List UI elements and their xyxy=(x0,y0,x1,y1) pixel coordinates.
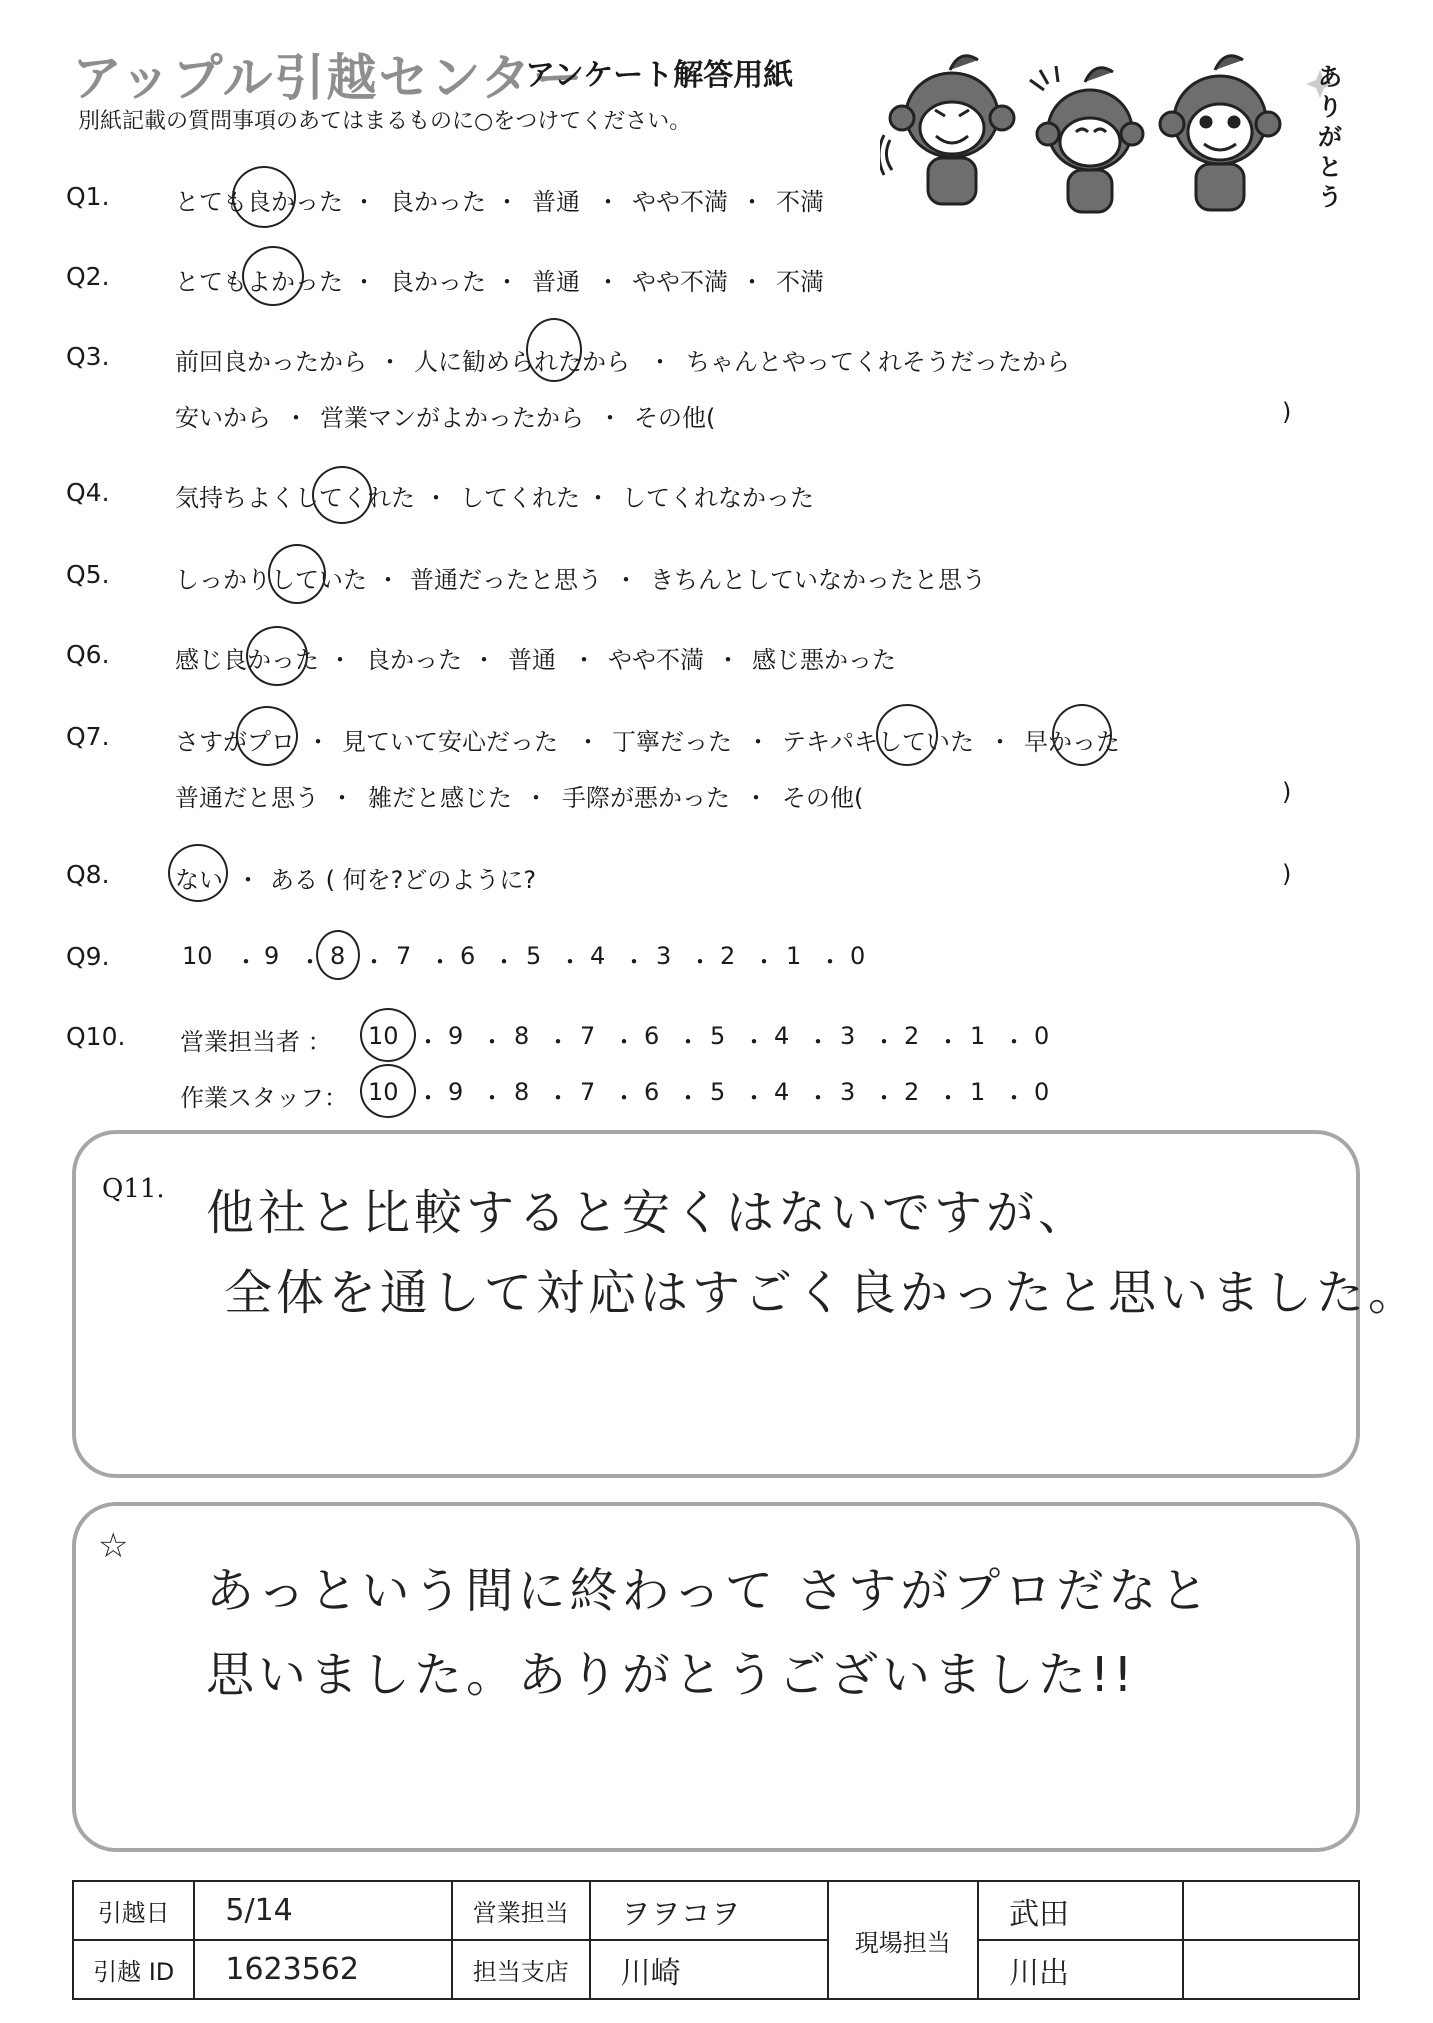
separator: ・ xyxy=(716,646,740,674)
branch-label: 担当支店 xyxy=(452,1940,590,1999)
q10-staff-score-8[interactable]: 8 xyxy=(514,1078,530,1106)
separator: ・ xyxy=(352,268,376,296)
q10-sales-score-3[interactable]: 3 xyxy=(840,1022,856,1050)
mascot-monkey-left xyxy=(880,56,1014,204)
q7-answer-circle-3 xyxy=(1052,704,1112,766)
q4-option-3[interactable]: してくれなかった xyxy=(622,484,814,512)
separator: ・ xyxy=(806,1084,830,1112)
q9-score-10[interactable]: 10 xyxy=(182,942,213,970)
footer-info-table xyxy=(72,1880,1360,2000)
q10-sales-score-0[interactable]: 0 xyxy=(1034,1022,1050,1050)
star-handwritten-line-2: 思いました。ありがとうございました!! xyxy=(206,1647,1137,1703)
move-date-label: 引越日 xyxy=(73,1881,194,1940)
q10-staff-answer-circle xyxy=(360,1064,416,1118)
q2-option-1[interactable]: とてもよかった xyxy=(175,268,343,296)
separator: ・ xyxy=(742,1084,766,1112)
q10-sales-score-2[interactable]: 2 xyxy=(904,1022,920,1050)
separator: ・ xyxy=(586,484,610,512)
q9-score-4[interactable]: 4 xyxy=(590,942,606,970)
q6-option-2[interactable]: 良かった xyxy=(366,646,462,674)
q4-option-1[interactable]: 気持ちよくしてくれた xyxy=(175,484,415,512)
q11-label: Q11. xyxy=(102,1174,165,1204)
separator: ・ xyxy=(676,1084,700,1112)
separator: ・ xyxy=(746,728,770,756)
company-title: アップル引越センター xyxy=(72,49,585,107)
q3-option-other[interactable]: その他( xyxy=(634,404,716,432)
separator: ・ xyxy=(480,1028,504,1056)
q9-score-8[interactable]: 8 xyxy=(330,942,346,970)
q4-option-2[interactable]: してくれた xyxy=(460,484,580,512)
separator: ・ xyxy=(596,188,620,216)
separator: ・ xyxy=(330,784,354,812)
q10-staff-score-6[interactable]: 6 xyxy=(644,1078,660,1106)
q9-score-7[interactable]: 7 xyxy=(396,942,412,970)
q8-option-2[interactable]: ある ( 何を?どのように? xyxy=(270,866,537,894)
q10-staff-score-3[interactable]: 3 xyxy=(840,1078,856,1106)
q6-option-1[interactable]: 感じ良かった xyxy=(175,646,319,674)
q10-sales-score-7[interactable]: 7 xyxy=(580,1022,596,1050)
q1-option-5[interactable]: 不満 xyxy=(776,188,824,216)
q1-option-2[interactable]: 良かった xyxy=(390,188,486,216)
separator: ・ xyxy=(284,404,308,432)
q10-sales-score-8[interactable]: 8 xyxy=(514,1022,530,1050)
q2-option-4[interactable]: やや不満 xyxy=(632,268,728,296)
separator: ・ xyxy=(298,948,322,976)
separator: ・ xyxy=(495,268,519,296)
q7-option-6[interactable]: 普通だと思う xyxy=(175,784,319,812)
site-staff-value-1[interactable]: 武田 xyxy=(978,1881,1183,1940)
q10-staff-score-2[interactable]: 2 xyxy=(904,1078,920,1106)
separator: ・ xyxy=(546,1084,570,1112)
separator: ・ xyxy=(742,1028,766,1056)
q2-answer-circle xyxy=(242,246,304,306)
q3-answer-circle xyxy=(526,318,582,382)
separator: ・ xyxy=(546,1028,570,1056)
site-staff-value-2[interactable]: 川出 xyxy=(978,1940,1183,1999)
move-date-value[interactable]: 5/14 xyxy=(194,1881,452,1940)
star-handwritten-line-1: あっという間に終わって さすがプロだなと xyxy=(206,1563,1213,1619)
separator: ・ xyxy=(376,566,400,594)
q10-sales-label: 営業担当者 ： xyxy=(180,1028,332,1056)
star-comment-box[interactable] xyxy=(72,1502,1360,1852)
separator: ・ xyxy=(688,948,712,976)
separator: ・ xyxy=(472,646,496,674)
q7-option-7[interactable]: 雑だと感じた xyxy=(368,784,512,812)
star-icon: ☆ xyxy=(98,1526,129,1566)
q6-answer-circle xyxy=(246,626,308,686)
q7-option-3[interactable]: 丁寧だった xyxy=(612,728,732,756)
separator: ・ xyxy=(740,188,764,216)
separator: ・ xyxy=(988,728,1012,756)
q3-option-5[interactable]: 営業マンがよかったから xyxy=(320,404,584,432)
sales-rep-label: 営業担当 xyxy=(452,1881,590,1940)
separator: ・ xyxy=(818,948,842,976)
q7-option-5[interactable]: 早かった xyxy=(1024,728,1120,756)
q10-sales-score-1[interactable]: 1 xyxy=(970,1022,986,1050)
q7-answer-circle-2 xyxy=(876,704,938,766)
separator: ・ xyxy=(936,1084,960,1112)
q7-option-other[interactable]: その他( xyxy=(782,784,864,812)
separator: ・ xyxy=(614,566,638,594)
q3-option-3[interactable]: ちゃんとやってくれそうだったから xyxy=(686,348,1070,376)
q7-answer-circle-1 xyxy=(236,706,298,766)
separator: ・ xyxy=(936,1028,960,1056)
separator: ・ xyxy=(495,188,519,216)
q10-staff-score-5[interactable]: 5 xyxy=(710,1078,726,1106)
form-subtitle: アンケート解答用紙 xyxy=(525,58,794,93)
q11-handwritten-line-2: 全体を通して対応はすごく良かったと思いました。 xyxy=(224,1265,1421,1321)
q2-option-2[interactable]: 良かった xyxy=(390,268,486,296)
separator: ・ xyxy=(416,1084,440,1112)
site-staff-extra-2[interactable] xyxy=(1183,1940,1359,1999)
site-staff-extra-1[interactable] xyxy=(1183,1881,1359,1940)
separator: ・ xyxy=(236,866,260,894)
separator: ・ xyxy=(648,348,672,376)
q10-sales-score-4[interactable]: 4 xyxy=(774,1022,790,1050)
q5-option-2[interactable]: 普通だったと思う xyxy=(410,566,602,594)
mascot-thanks-text: ありがとう xyxy=(1318,63,1342,211)
q1-option-1[interactable]: とても良かった xyxy=(175,188,343,216)
q10-staff-score-0[interactable]: 0 xyxy=(1034,1078,1050,1106)
q11-handwritten-line-1: 他社と比較すると安くはないですが、 xyxy=(206,1185,1091,1241)
q10-staff-score-1[interactable]: 1 xyxy=(970,1078,986,1106)
q6-option-5[interactable]: 感じ悪かった xyxy=(752,646,896,674)
separator: ・ xyxy=(740,268,764,296)
separator: ・ xyxy=(752,948,776,976)
q11-comment-box[interactable] xyxy=(72,1130,1421,1478)
q3-option-2[interactable]: 人に勧められたから xyxy=(414,348,630,376)
separator: ・ xyxy=(1002,1084,1026,1112)
q4-number: Q4. xyxy=(66,478,110,507)
q9-number: Q9. xyxy=(66,942,110,971)
q5-option-1[interactable]: しっかりしていた xyxy=(175,566,367,594)
branch-value[interactable]: 川崎 xyxy=(590,1940,828,1999)
q5-option-3[interactable]: きちんとしていなかったと思う xyxy=(650,566,986,594)
separator: ・ xyxy=(612,1028,636,1056)
separator: ・ xyxy=(306,728,330,756)
q6-option-4[interactable]: やや不満 xyxy=(608,646,704,674)
q7-number: Q7. xyxy=(66,722,110,751)
separator: ・ xyxy=(524,784,548,812)
q10-staff-score-10[interactable]: 10 xyxy=(368,1078,399,1106)
separator: ・ xyxy=(596,268,620,296)
sales-rep-value[interactable]: ヲヲコヲ xyxy=(590,1881,828,1940)
q9-score-3[interactable]: 3 xyxy=(656,942,672,970)
separator: ・ xyxy=(378,348,402,376)
q10-sales-score-5[interactable]: 5 xyxy=(710,1022,726,1050)
separator: ・ xyxy=(676,1028,700,1056)
separator: ・ xyxy=(424,484,448,512)
site-staff-label: 現場担当 xyxy=(828,1881,979,1999)
separator: ・ xyxy=(744,784,768,812)
q5-answer-circle xyxy=(268,544,326,604)
separator: ・ xyxy=(428,948,452,976)
separator: ・ xyxy=(492,948,516,976)
separator: ・ xyxy=(872,1028,896,1056)
q8-number: Q8. xyxy=(66,860,110,889)
separator: ・ xyxy=(352,188,376,216)
q3-other-close: ) xyxy=(1282,398,1292,426)
q10-sales-answer-circle xyxy=(360,1008,416,1062)
separator: ・ xyxy=(598,404,622,432)
separator: ・ xyxy=(576,728,600,756)
q10-staff-score-4[interactable]: 4 xyxy=(774,1078,790,1106)
q10-sales-score-10[interactable]: 10 xyxy=(368,1022,399,1050)
separator: ・ xyxy=(612,1084,636,1112)
q8-answer-circle xyxy=(168,844,228,902)
q5-number: Q5. xyxy=(66,560,110,589)
separator: ・ xyxy=(328,646,352,674)
separator: ・ xyxy=(362,948,386,976)
q7-option-2[interactable]: 見ていて安心だった xyxy=(342,728,558,756)
q4-answer-circle xyxy=(312,466,372,524)
separator: ・ xyxy=(558,948,582,976)
q10-sales-score-6[interactable]: 6 xyxy=(644,1022,660,1050)
mascot-monkey-right xyxy=(1160,56,1280,210)
q7-option-1[interactable]: さすがプロ xyxy=(175,728,295,756)
q9-score-1[interactable]: 1 xyxy=(786,942,802,970)
q7-option-4[interactable]: テキパキしていた xyxy=(782,728,974,756)
move-id-label: 引越 ID xyxy=(73,1940,194,1999)
separator: ・ xyxy=(416,1028,440,1056)
q2-option-3[interactable]: 普通 xyxy=(532,268,580,296)
q10-number: Q10. xyxy=(66,1022,126,1051)
separator: ・ xyxy=(806,1028,830,1056)
mascot-monkey-middle xyxy=(1030,66,1143,212)
q10-staff-score-7[interactable]: 7 xyxy=(580,1078,596,1106)
q7-option-8[interactable]: 手際が悪かった xyxy=(562,784,730,812)
q9-score-6[interactable]: 6 xyxy=(460,942,476,970)
separator: ・ xyxy=(622,948,646,976)
q1-option-3[interactable]: 普通 xyxy=(532,188,580,216)
q9-score-2[interactable]: 2 xyxy=(720,942,736,970)
separator: ・ xyxy=(1002,1028,1026,1056)
mascot-illustration xyxy=(880,40,1350,220)
q9-score-9[interactable]: 9 xyxy=(264,942,280,970)
q1-answer-circle xyxy=(232,166,296,228)
q10-staff-label: 作業スタッフ： xyxy=(180,1084,348,1112)
q6-number: Q6. xyxy=(66,640,110,669)
q8-option-1[interactable]: ない xyxy=(175,866,223,894)
separator: ・ xyxy=(234,948,258,976)
separator: ・ xyxy=(480,1084,504,1112)
q10-sales-score-9[interactable]: 9 xyxy=(448,1022,464,1050)
q6-option-3[interactable]: 普通 xyxy=(508,646,556,674)
q1-option-4[interactable]: やや不満 xyxy=(632,188,728,216)
q7-other-close: ) xyxy=(1282,778,1292,806)
q3-number: Q3. xyxy=(66,342,110,371)
q9-score-5[interactable]: 5 xyxy=(526,942,542,970)
q8-other-close: ) xyxy=(1282,860,1292,888)
q2-option-5[interactable]: 不満 xyxy=(776,268,824,296)
q9-answer-circle xyxy=(316,930,360,980)
separator: ・ xyxy=(572,646,596,674)
move-id-value[interactable]: 1623562 xyxy=(194,1940,452,1999)
separator: ・ xyxy=(872,1084,896,1112)
q3-option-1[interactable]: 前回良かったから xyxy=(175,348,367,376)
instruction-text: 別紙記載の質問事項のあてはまるものに○をつけてください。 xyxy=(78,109,692,134)
q9-score-0[interactable]: 0 xyxy=(850,942,866,970)
q3-option-4[interactable]: 安いから xyxy=(175,404,271,432)
q2-number: Q2. xyxy=(66,262,110,291)
q10-staff-score-9[interactable]: 9 xyxy=(448,1078,464,1106)
q1-number: Q1. xyxy=(66,182,110,211)
